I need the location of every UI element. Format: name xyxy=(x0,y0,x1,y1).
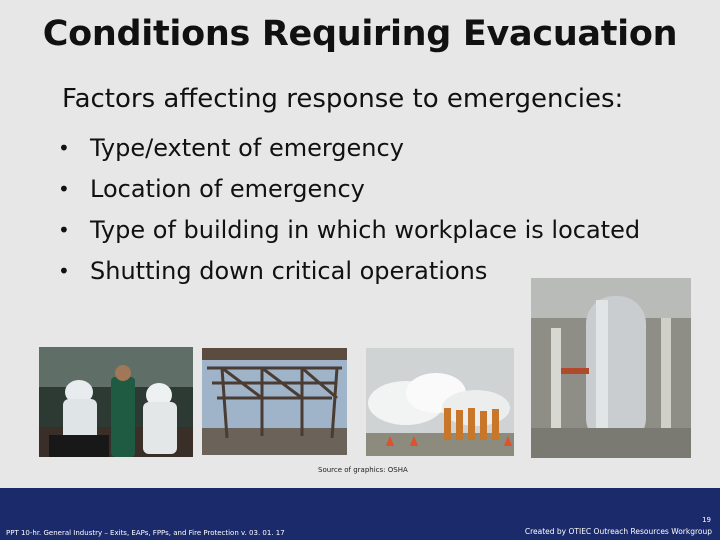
photo-credit: Source of graphics: OSHA xyxy=(318,466,408,474)
slide-subtitle: Factors affecting response to emergencies: xyxy=(62,84,624,114)
photo-industrial-tank xyxy=(531,278,691,458)
photo-hazmat-responders xyxy=(39,347,193,457)
footer-bar xyxy=(0,488,720,540)
bullet-list xyxy=(58,128,640,292)
bullet-item: • Shutting down critical operations xyxy=(58,251,640,292)
bullet-item: • Location of emergency xyxy=(58,169,640,210)
bullet-dot: • xyxy=(58,177,70,201)
bullet-dot: • xyxy=(58,218,70,242)
bullet-item: • Type/extent of emergency xyxy=(58,128,640,169)
slide-title: Conditions Requiring Evacuation xyxy=(42,14,678,54)
photo-firefighters-smoke xyxy=(366,348,514,456)
page-number: 19 xyxy=(702,516,711,524)
photo-damaged-structure xyxy=(202,348,347,455)
bullet-dot: • xyxy=(58,259,70,283)
bullet-item: • Type of building in which workplace is located xyxy=(58,210,640,251)
bullet-dot: • xyxy=(58,136,70,160)
footer-course-title: PPT 10-hr. General Industry – Exits, EAPs, FPPs, and Fire Protection v. 03. 01. 17 xyxy=(6,529,285,537)
footer-credit: Created by OTIEC Outreach Resources Workgroup xyxy=(524,527,712,536)
